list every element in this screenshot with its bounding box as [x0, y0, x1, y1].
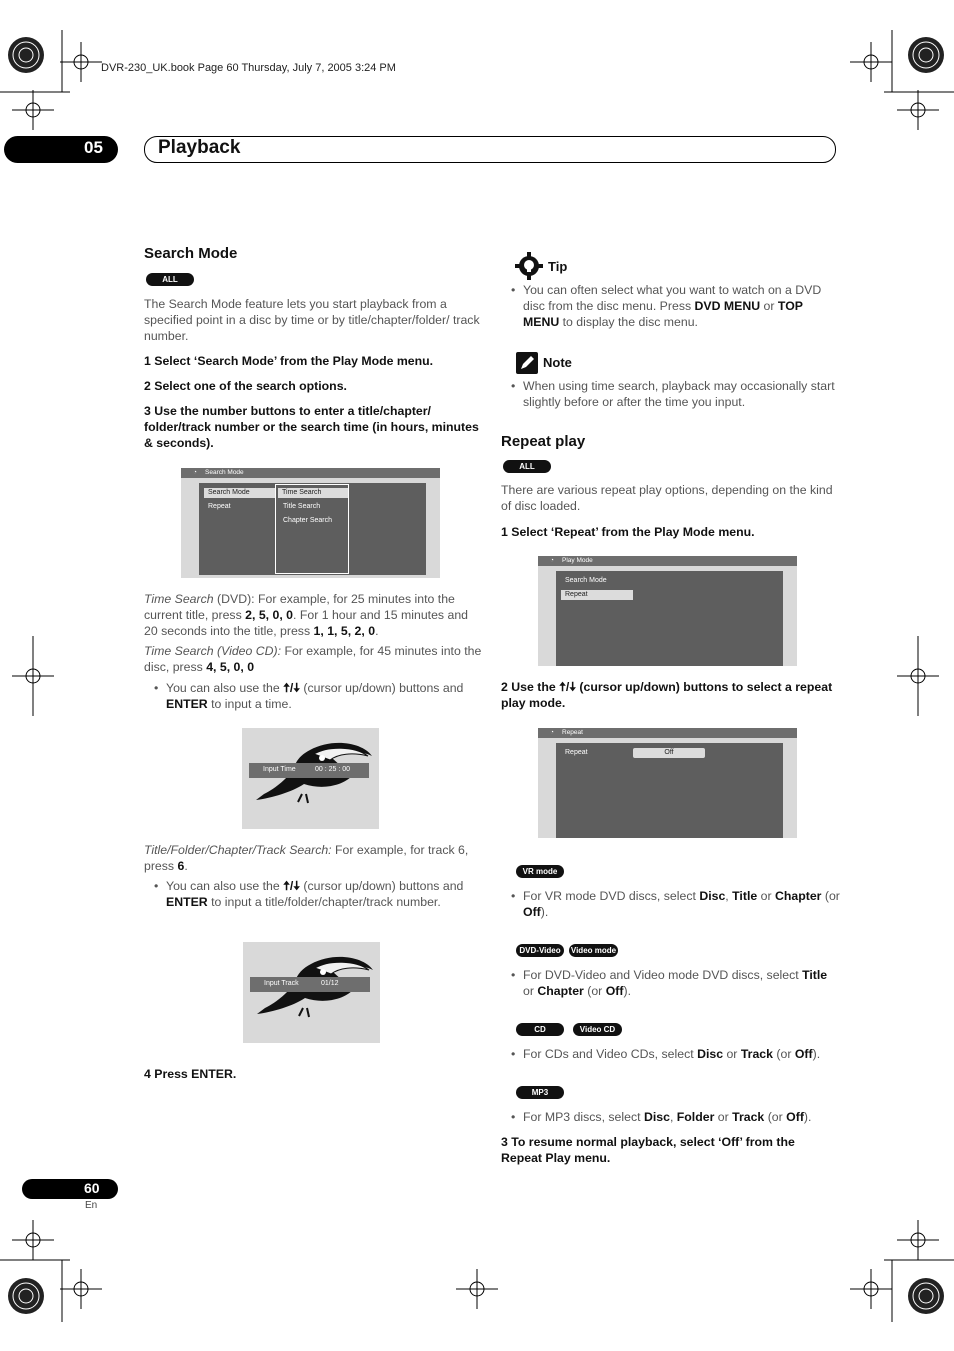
time-dvd-text-2: . For 1 hour and 15 minutes and 20 seconds into the title, press	[144, 608, 469, 638]
cd-off: Off	[794, 1047, 813, 1061]
disc-icon: ◔	[193, 469, 197, 476]
tip-text-c: to display the disc menu.	[559, 315, 698, 329]
tip-bullet: • You can often select what you want to watch on a DVD disc from the disc menu. Press DVD MENU or TOP MENU to display the disc menu.	[511, 283, 822, 329]
page-language: En	[85, 1200, 98, 1211]
chapter-number: 05	[84, 138, 103, 157]
mp3-off: Off	[786, 1110, 804, 1124]
bullet1-enter: ENTER	[166, 697, 208, 711]
chapter-title: Playback	[158, 137, 241, 158]
all-badge: ALL	[146, 273, 194, 286]
note-text: When using time search, playback may occasionally start slightly before or after the time you input.	[523, 379, 835, 409]
screen-title-bar	[538, 556, 797, 566]
bullet-time-input: • You can also use the 🠅/🠇 (cursor up/down) buttons and ENTER to input a time.	[154, 681, 464, 711]
tip-icon	[515, 252, 543, 280]
input-track-value: 01/12	[321, 980, 339, 987]
disc-icon: ◔	[550, 557, 554, 564]
repeat-step-2	[501, 679, 836, 711]
search-mode-screen	[181, 468, 440, 578]
menu-item-repeat: Repeat	[561, 590, 633, 600]
mp3-folder: Folder	[676, 1110, 715, 1124]
cd-text: For CDs and Video CDs, select	[523, 1047, 698, 1061]
tip-text-a: You can often select what you want to watch on a DVD disc from the disc menu. Press	[523, 283, 822, 313]
vr-title: Title	[732, 889, 758, 903]
time-vcd-text: For example, for 45 minutes into the disc, press	[144, 644, 482, 674]
cd-bullet: • For CDs and Video CDs, select Disc or Track (or Off).	[511, 1047, 821, 1061]
title-search-text: Title/Folder/Chapter/Track Search: For example, for track 6, press 6.	[144, 843, 469, 873]
disc-icon: ◔	[550, 729, 554, 736]
menu-item-repeat: Repeat	[208, 503, 231, 510]
time-search-dvd-paren: (DVD):	[217, 592, 255, 606]
vr-off: Off	[523, 905, 541, 919]
mp3-bullet: • For MP3 discs, select Disc, Folder or Track (or Off).	[511, 1110, 812, 1124]
video-mode-badge: Video mode	[570, 946, 617, 955]
screen-title-bar	[538, 728, 797, 738]
screen-title-bar	[181, 468, 440, 478]
mp3-disc: Disc	[643, 1110, 670, 1124]
screen-title: Play Mode	[562, 557, 593, 564]
repeat-label: Repeat	[565, 749, 588, 756]
vr-chapter: Chapter	[774, 889, 822, 903]
video-cd-badge: Video CD	[573, 1023, 622, 1036]
chapter-title-bar	[144, 136, 836, 163]
cd-badge: CD	[516, 1023, 564, 1036]
title-search-key: 6	[177, 859, 185, 873]
toucan-image	[242, 728, 379, 829]
option-chapter-search: Chapter Search	[283, 517, 333, 524]
bullet2-c: to input a title/folder/chapter/track number.	[207, 895, 441, 909]
note-bullet: • When using time search, playback may occasionally start slightly before or after the time you input.	[511, 378, 841, 410]
option-title-search: Title Search	[283, 503, 321, 510]
time-dvd-text-1: For example, for 25 minutes into the current title, press	[144, 592, 455, 622]
bullet2-b: (cursor up/down) buttons and	[300, 879, 464, 893]
dvdv-chapter: Chapter	[537, 984, 584, 998]
title-search-label: Title/Folder/Chapter/Track Search:	[144, 843, 332, 857]
cd-disc: Disc	[697, 1047, 724, 1061]
tip-top-menu: TOP MENU	[523, 299, 803, 329]
vr-mode-badge: VR mode	[516, 865, 564, 878]
repeat-screen	[538, 728, 797, 838]
dvdv-off: Off	[605, 984, 624, 998]
step2-a: 2 Use the	[501, 680, 560, 694]
input-track-screen	[243, 942, 380, 1043]
tip-text-b: or	[760, 299, 778, 313]
cursor-arrows-icon: 🠅/🠇	[559, 680, 576, 694]
menu-item-search-mode: Search Mode	[204, 488, 276, 498]
search-step-3: 3 Use the number buttons to enter a title/chapter/ folder/track number or the search time (in hours, minutes & seconds).	[144, 404, 479, 450]
input-time-screen	[242, 728, 379, 829]
page-number: 60	[84, 1180, 100, 1196]
vr-text: For VR mode DVD discs, select	[523, 889, 700, 903]
time-dvd-keys-2: 1, 1, 5, 2, 0	[313, 624, 376, 638]
search-mode-heading: Search Mode	[144, 245, 238, 262]
title-search-body: For example, for track 6, press	[144, 843, 469, 873]
repeat-value: Off	[664, 749, 674, 756]
search-step-4: 4 Press ENTER.	[144, 1067, 237, 1081]
note-heading: Note	[543, 355, 572, 370]
mp3-text: For MP3 discs, select	[523, 1110, 644, 1124]
input-track-label: Input Track	[264, 980, 299, 987]
toucan-image	[243, 942, 380, 1043]
time-search-vcd-text	[144, 643, 484, 675]
dvd-video-bullet: • For DVD-Video and Video mode DVD discs, select Title or Chapter (or Off).	[511, 968, 828, 998]
page-number-tab	[22, 1179, 118, 1199]
time-vcd-label: Time Search (Video CD):	[144, 644, 282, 658]
screen-title: Search Mode	[205, 469, 244, 476]
input-time-label: Input Time	[263, 766, 296, 773]
tip-dvd-menu: DVD MENU	[694, 299, 761, 313]
tip-heading: Tip	[548, 259, 568, 274]
option-time-search: Time Search	[278, 488, 348, 498]
mp3-track: Track	[732, 1110, 765, 1124]
all-badge: ALL	[503, 460, 551, 473]
search-mode-intro: The Search Mode feature lets you start playback from a specified point in a disc by time or by title/chapter/folder/ track number.	[144, 297, 480, 343]
cursor-arrows-icon: 🠅/🠇	[283, 879, 301, 893]
input-time-value: 00 : 25 : 00	[315, 766, 351, 773]
bullet1-a: You can also use the	[166, 681, 284, 695]
screen-title: Repeat	[562, 729, 583, 736]
dvdv-title: Title	[802, 968, 828, 982]
cd-track: Track	[740, 1047, 773, 1061]
dvd-video-badge: DVD-Video	[516, 944, 564, 957]
repeat-play-heading: Repeat play	[501, 433, 586, 450]
bullet1-b: (cursor up/down) buttons and	[300, 681, 464, 695]
time-search-dvd-text: Time Search (DVD): For example, for 25 minutes into the current title, press 2, 5, 0, 0. For 1 hour and 15 minutes and 20 seconds into the title, press 1, 1, 5, 2, 0.	[144, 592, 469, 638]
repeat-step-1: 1 Select ‘Repeat’ from the Play Mode menu.	[501, 525, 755, 539]
cursor-arrows-icon: 🠅/🠇	[283, 681, 301, 695]
bullet2-a: You can also use the	[166, 879, 284, 893]
mp3-badge: MP3	[516, 1086, 564, 1099]
search-step-2: 2 Select one of the search options.	[144, 379, 347, 393]
step2-b: (cursor up/down) buttons to select a repeat play mode.	[501, 680, 833, 710]
time-search-label: Time Search	[144, 592, 214, 606]
screen-panel	[556, 571, 783, 666]
menu-item-search-mode: Search Mode	[565, 577, 607, 584]
dvdv-text: For DVD-Video and Video mode DVD discs, select	[523, 968, 803, 982]
bullet1-c: to input a time.	[207, 697, 292, 711]
bullet-track-input: • You can also use the 🠅/🠇 (cursor up/down) buttons and ENTER to input a title/folder/chapter/track number.	[154, 879, 464, 909]
note-icon	[516, 352, 538, 374]
vr-disc: Disc	[699, 889, 726, 903]
search-step-1: 1 Select ‘Search Mode’ from the Play Mode menu.	[144, 354, 434, 368]
vr-mode-bullet: • For VR mode DVD discs, select Disc, Title or Chapter (or Off).	[511, 889, 840, 919]
file-info: DVR-230_UK.book Page 60 Thursday, July 7, 2005 3:24 PM	[101, 62, 396, 74]
time-vcd-keys: 4, 5, 0, 0	[206, 660, 255, 674]
repeat-step-3: 3 To resume normal playback, select ‘Off’ from the Repeat Play menu.	[501, 1135, 795, 1165]
time-dvd-keys-1: 2, 5, 0, 0	[245, 608, 294, 622]
play-mode-screen	[538, 556, 797, 666]
bullet2-enter: ENTER	[166, 895, 208, 909]
repeat-intro: There are various repeat play options, depending on the kind of disc loaded.	[501, 483, 833, 513]
